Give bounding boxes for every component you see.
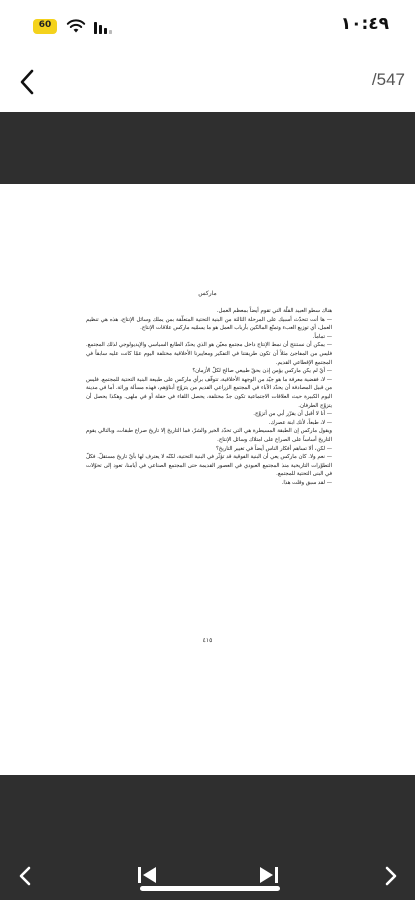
previous-page-button[interactable] <box>12 862 40 890</box>
page-counter: /547 <box>371 70 405 89</box>
skip-forward-icon <box>256 862 282 888</box>
paragraph: — أيّ لم يكن ماركس يؤمن إذن بحقّ طبيعي صالح لكلّ الأزمان؟ <box>192 368 332 375</box>
bottom-toolbar-background <box>0 775 415 900</box>
chevron-left-icon <box>12 862 40 890</box>
paragraph: ويقول ماركس إن الطبقة المسيطرة هي التي تحدّد الخير والشرّ، فما التاريخ إلا تاريخ صراع طبقات، وبالتالي يقوم التاريخ أساساً على الصراع على امتلاك وسائل الإنتاج. <box>86 428 332 443</box>
wifi-icon <box>66 18 86 34</box>
battery-level: 60 <box>38 20 52 30</box>
page-number: ٤١٥ <box>202 637 213 644</box>
paragraph: — ها أنت تتحدّث أسبيك على المرحلة الثالثة من البنية التحتية المتعلّقة بمن يملك وسائل الإنتاج، هذه هي تنظيم العمل، أي توزيع العبء وتمتّع المالكين بأرباب العمل هو ما يسمّيه ماركس علاقات الإنتاج. <box>86 316 332 332</box>
skip-to-end-button[interactable] <box>256 862 282 888</box>
back-button[interactable] <box>12 64 48 100</box>
skip-to-start-button[interactable] <box>134 862 160 888</box>
nav-bar <box>0 56 415 112</box>
chevron-right-icon <box>376 862 404 890</box>
paragraph: — لا، طبعاً، لأنك ابنة عصرك. <box>268 419 332 426</box>
page-header: ماركس <box>198 290 217 297</box>
paragraph: — أنا لا أقبل أن يقرّر أبي من أتزوّج. <box>253 411 332 418</box>
chevron-left-icon <box>12 64 48 100</box>
status-bar <box>0 0 415 56</box>
battery-icon <box>33 19 57 34</box>
paragraph: — تماماً. <box>312 333 332 340</box>
page-body <box>86 307 332 487</box>
paragraph: — لقد سبق وقلت هذا. <box>281 479 332 486</box>
top-toolbar-background <box>0 112 415 184</box>
skip-back-icon <box>134 862 160 888</box>
paragraph: — يمكن أن نستنتج أن نمط الإنتاج داخل مجتمع معيّن هو الذي يحدّد الطابع السياسي والإيديولوجي لذلك المجتمع. فليس من المفاجئ مثلاً أن تكون طريقتنا في التفكير ومعاييرنا الأخلاقية مختلفة اليوم عمّا كانت عليه سابقاً في المجتمع الإقطاعي القديم. <box>86 342 332 366</box>
next-page-button[interactable] <box>376 862 404 890</box>
status-time: ١٠:٤٩ <box>340 14 389 34</box>
paragraph: — لا، فقضية معرفة ما هو جيّد من الوجهة الأخلاقية، تتوقّف برأي ماركس على طبيعة البنية التحتية للمجتمع. فليس من قبيل المصادفة أن يحدّد الآباء في المجتمع الزراعي القديم من يتزوّج أبناؤهم، فهذه مسألة وراثة. أما في مدينة اليوم الكبيرة حيث العلاقات الاجتماعية تكون جدّ مختلفة، يحصل اللقاء في حفلة أو في ملهى. وهكذا يحصل أن يتزوّج الطرفان. <box>86 376 332 409</box>
signal-icon <box>93 18 115 34</box>
paragraph: — نعم ولا. كان ماركس يعي أن البنية الفوقية قد تؤثّر في البنية التحتية، لكنّه لا يعترف لها بأيّ تاريخ مستقلّ. فكلّ التطوّرات التاريخية منذ المجتمع العبودي في العصور القديمة حتى المجتمع الصناعي في أيامنا، تعود إلى تحوّلات في البنى التحتية للمجتمع. <box>86 454 332 478</box>
paragraph: هناك سطو العبيد القلّة التي تقوم أيضاً بمعظم العمل. <box>216 308 332 314</box>
paragraph: — لكن، ألا تساهم أفكار الناس أيضاً في تغيير التاريخ؟ <box>215 445 332 452</box>
